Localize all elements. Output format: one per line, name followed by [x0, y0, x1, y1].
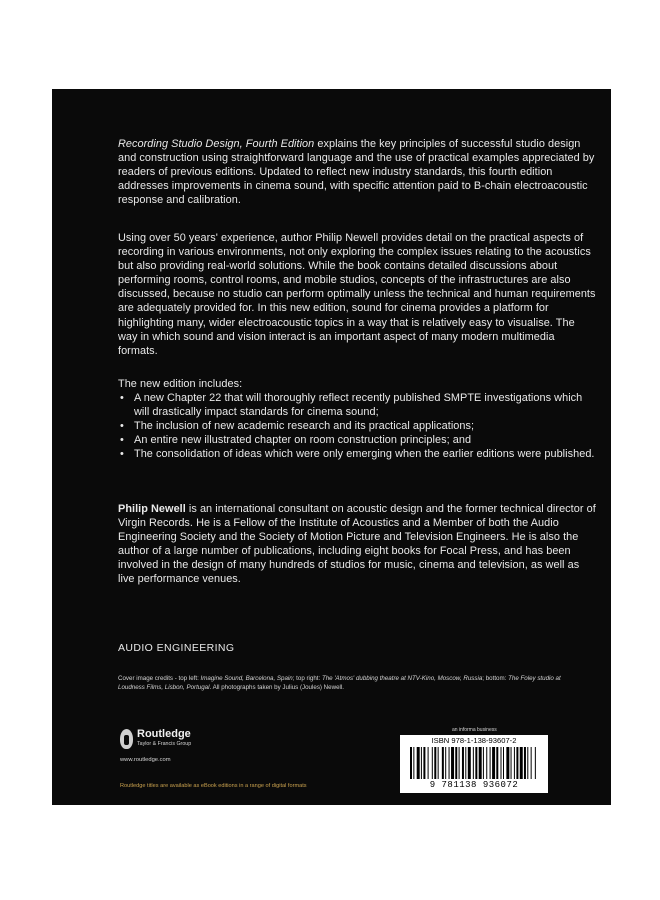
author-experience-paragraph [118, 231, 596, 358]
back-cover [52, 89, 611, 805]
new-edition-intro: The new edition includes: [118, 378, 243, 390]
experience-text: Using over 50 years' experience, author Philip Newell provides detail on the practical aspects of recording in various environments, not only exploring the complex issues relating to the acoustics but also providing real-world solutions. While the book contains detailed discussions about performing rooms, control rooms, and mobile studios, concepts of the infrastructures are also discussed, because no studio can perform optimally unless the technical and human requirements are adequately provided for. In this new edition, sound for cinema provides a platform for highlighting many, wider electroacoustic topics in a way that is relatively easy to visualise. The way in which sound and vision interact is an important aspect of many modern multimedia formats. [118, 232, 596, 357]
informa-label: an informa business [452, 727, 497, 733]
author-bio [118, 502, 596, 587]
credits-text: ; top right: [292, 675, 322, 682]
new-edition-list [118, 391, 596, 461]
list-item: • An entire new illustrated chapter on room construction principles; and [118, 433, 596, 447]
list-item: • The inclusion of new academic research and its practical applications; [118, 419, 596, 433]
list-item: • The consolidation of ideas which were only emerging when the earlier editions were published. [118, 447, 596, 461]
routledge-r-icon [120, 729, 133, 749]
credits-text: Cover image credits - top left: [118, 675, 201, 682]
credits-location: The 'Atmos' dubbing theatre at NTV-Kino, Moscow, Russia [321, 675, 483, 682]
description-paragraph [118, 137, 596, 207]
credits-text: . All photographs taken by Julius (Joules) Newell. [209, 683, 344, 691]
credits-text: ; bottom: [482, 675, 509, 682]
author-bio-text: is an international consultant on acoustic design and the former technical director of Virgin Records. He is a Fellow of the Institute of Acoustics and a Member of both the Audio Engineering Society and the Society of Motion Picture and Television Engineers. He is also the author of a large number of publications, including eight books for Focal Press, and has been involved in the design of many hundreds of studios for music, cinema and television, as well as live performance venues. [118, 503, 596, 586]
publisher-group: Taylor & Francis Group [137, 741, 192, 747]
publisher-name: Routledge [137, 728, 191, 740]
book-title: Recording Studio Design, Fourth Edition [118, 138, 315, 150]
publisher-website: www.routledge.com [120, 757, 171, 763]
isbn-text: ISBN 978-1-138-93607-2 [431, 736, 517, 745]
barcode-bars-icon [410, 747, 538, 779]
credits-location: The Foley studio at Loudness Films, Lisbon, Portugal [118, 675, 561, 691]
new-edition-section [118, 377, 596, 462]
author-name: Philip Newell [118, 503, 186, 515]
cover-image-credits [118, 675, 573, 692]
list-item: • A new Chapter 22 that will thoroughly reflect recently published SMPTE investigations which will drastically impact standards for cinema sound; [118, 391, 596, 419]
ebook-note: Routledge titles are available as eBook editions in a range of digital formats [120, 783, 307, 789]
barcode-digits: 9 781138 936072 [429, 780, 519, 790]
credits-location: Imagine Sound, Barcelona, Spain [200, 675, 293, 682]
barcode [400, 735, 548, 793]
description-text: explains the key principles of successful studio design and construction using straightforward language and the use of practical examples appreciated by readers of previous editions. Updated to reflect new industry standards, this fourth edition addresses improvements in cinema sound, with specific attention paid to B-chain electroacoustic response and calibration. [118, 138, 595, 207]
subject-category: AUDIO ENGINEERING [118, 642, 235, 654]
